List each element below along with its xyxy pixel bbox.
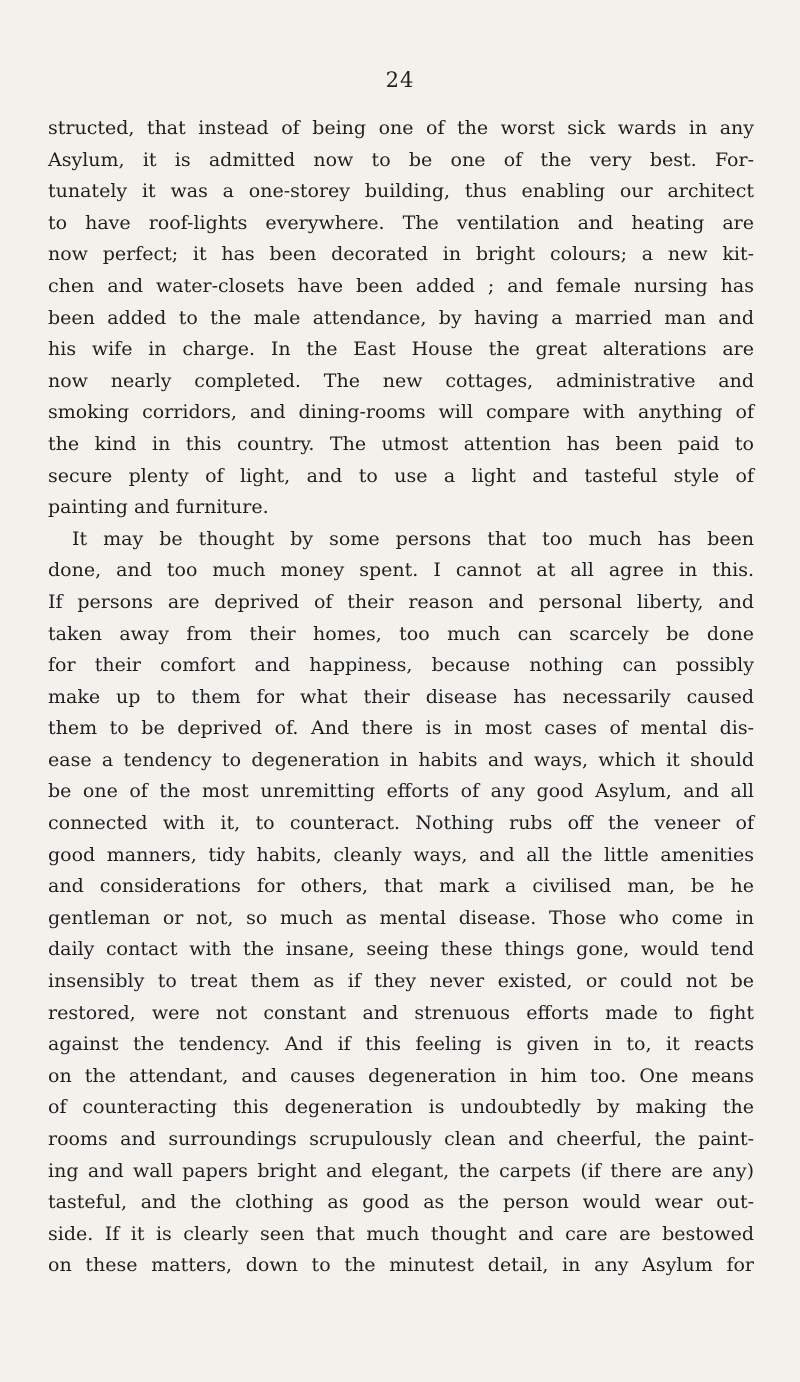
text-line: and considerations for others, that mark a civilised man, be he xyxy=(48,875,754,898)
text-line: for their comfort and happiness, because nothing can possibly xyxy=(48,654,754,677)
text-line: tunately it was a one-storey building, thus enabling our architect xyxy=(48,180,754,203)
text-line: connected with it, to counteract. Nothing rubs off the veneer of xyxy=(48,812,754,835)
text-line: side. If it is clearly seen that much thought and care are bestowed xyxy=(48,1222,754,1245)
text-line: ease a tendency to degeneration in habits and ways, which it should xyxy=(48,748,754,771)
text-line: good manners, tidy habits, cleanly ways, and all the little amenities xyxy=(48,843,754,866)
text-line: restored, were not constant and strenuous efforts made to fight xyxy=(48,1001,754,1024)
text-line: secure plenty of light, and to use a light and tasteful style of xyxy=(48,464,754,487)
text-line: been added to the male attendance, by having a married man and xyxy=(48,306,754,329)
text-line: gentleman or not, so much as mental disease. Those who come in xyxy=(48,906,754,929)
text-line: daily contact with the insane, seeing these things gone, would tend xyxy=(48,938,754,961)
text-line: on the attendant, and causes degeneration in him too. One means xyxy=(48,1064,754,1087)
text-line: to have roof-lights everywhere. The ventilation and heating are xyxy=(48,211,754,234)
text-line: be one of the most unremitting efforts of any good Asylum, and all xyxy=(48,780,754,803)
text-line: on these matters, down to the minutest detail, in any Asylum for xyxy=(48,1254,754,1277)
text-line: against the tendency. And if this feeling is given in to, it reacts xyxy=(48,1033,754,1056)
text-line: done, and too much money spent. I cannot at all agree in this. xyxy=(48,559,754,582)
text-line: Asylum, it is admitted now to be one of the very best. For- xyxy=(48,148,754,171)
page-number: 24 xyxy=(385,68,415,92)
text-line: rooms and surroundings scrupulously clean and cheerful, the paint- xyxy=(48,1128,754,1150)
body-text xyxy=(48,113,754,1282)
text-line: insensibly to treat them as if they never existed, or could not be xyxy=(48,970,754,993)
text-line: painting and furniture. xyxy=(48,496,269,519)
text-line: of counteracting this degeneration is undoubtedly by making the xyxy=(48,1096,754,1119)
text-line: now perfect; it has been decorated in bright colours; a new kit- xyxy=(48,243,754,266)
text-line: structed, that instead of being one of the worst sick wards in any xyxy=(48,117,754,139)
text-line: the kind in this country. The utmost attention has been paid to xyxy=(48,432,754,455)
text-line: taken away from their homes, too much can scarcely be done xyxy=(48,622,754,645)
text-line: smoking corridors, and dining-rooms will compare with anything of xyxy=(48,401,754,424)
text-line: make up to them for what their disease has necessarily caused xyxy=(48,685,754,708)
text-line: them to be deprived of. And there is in most cases of mental dis- xyxy=(48,717,754,740)
text-line: his wife in charge. In the East House the great alterations are xyxy=(48,338,754,361)
text-line: ing and wall papers bright and elegant, the carpets (if there are any) xyxy=(48,1159,754,1182)
text-line: now nearly completed. The new cottages, administrative and xyxy=(48,369,754,392)
text-line: tasteful, and the clothing as good as the person would wear out- xyxy=(48,1191,754,1214)
text-line: If persons are deprived of their reason and personal liberty, and xyxy=(48,590,754,613)
text-line: It may be thought by some persons that too much has been xyxy=(72,527,754,550)
text-line: chen and water-closets have been added ; and female nursing has xyxy=(48,274,754,297)
